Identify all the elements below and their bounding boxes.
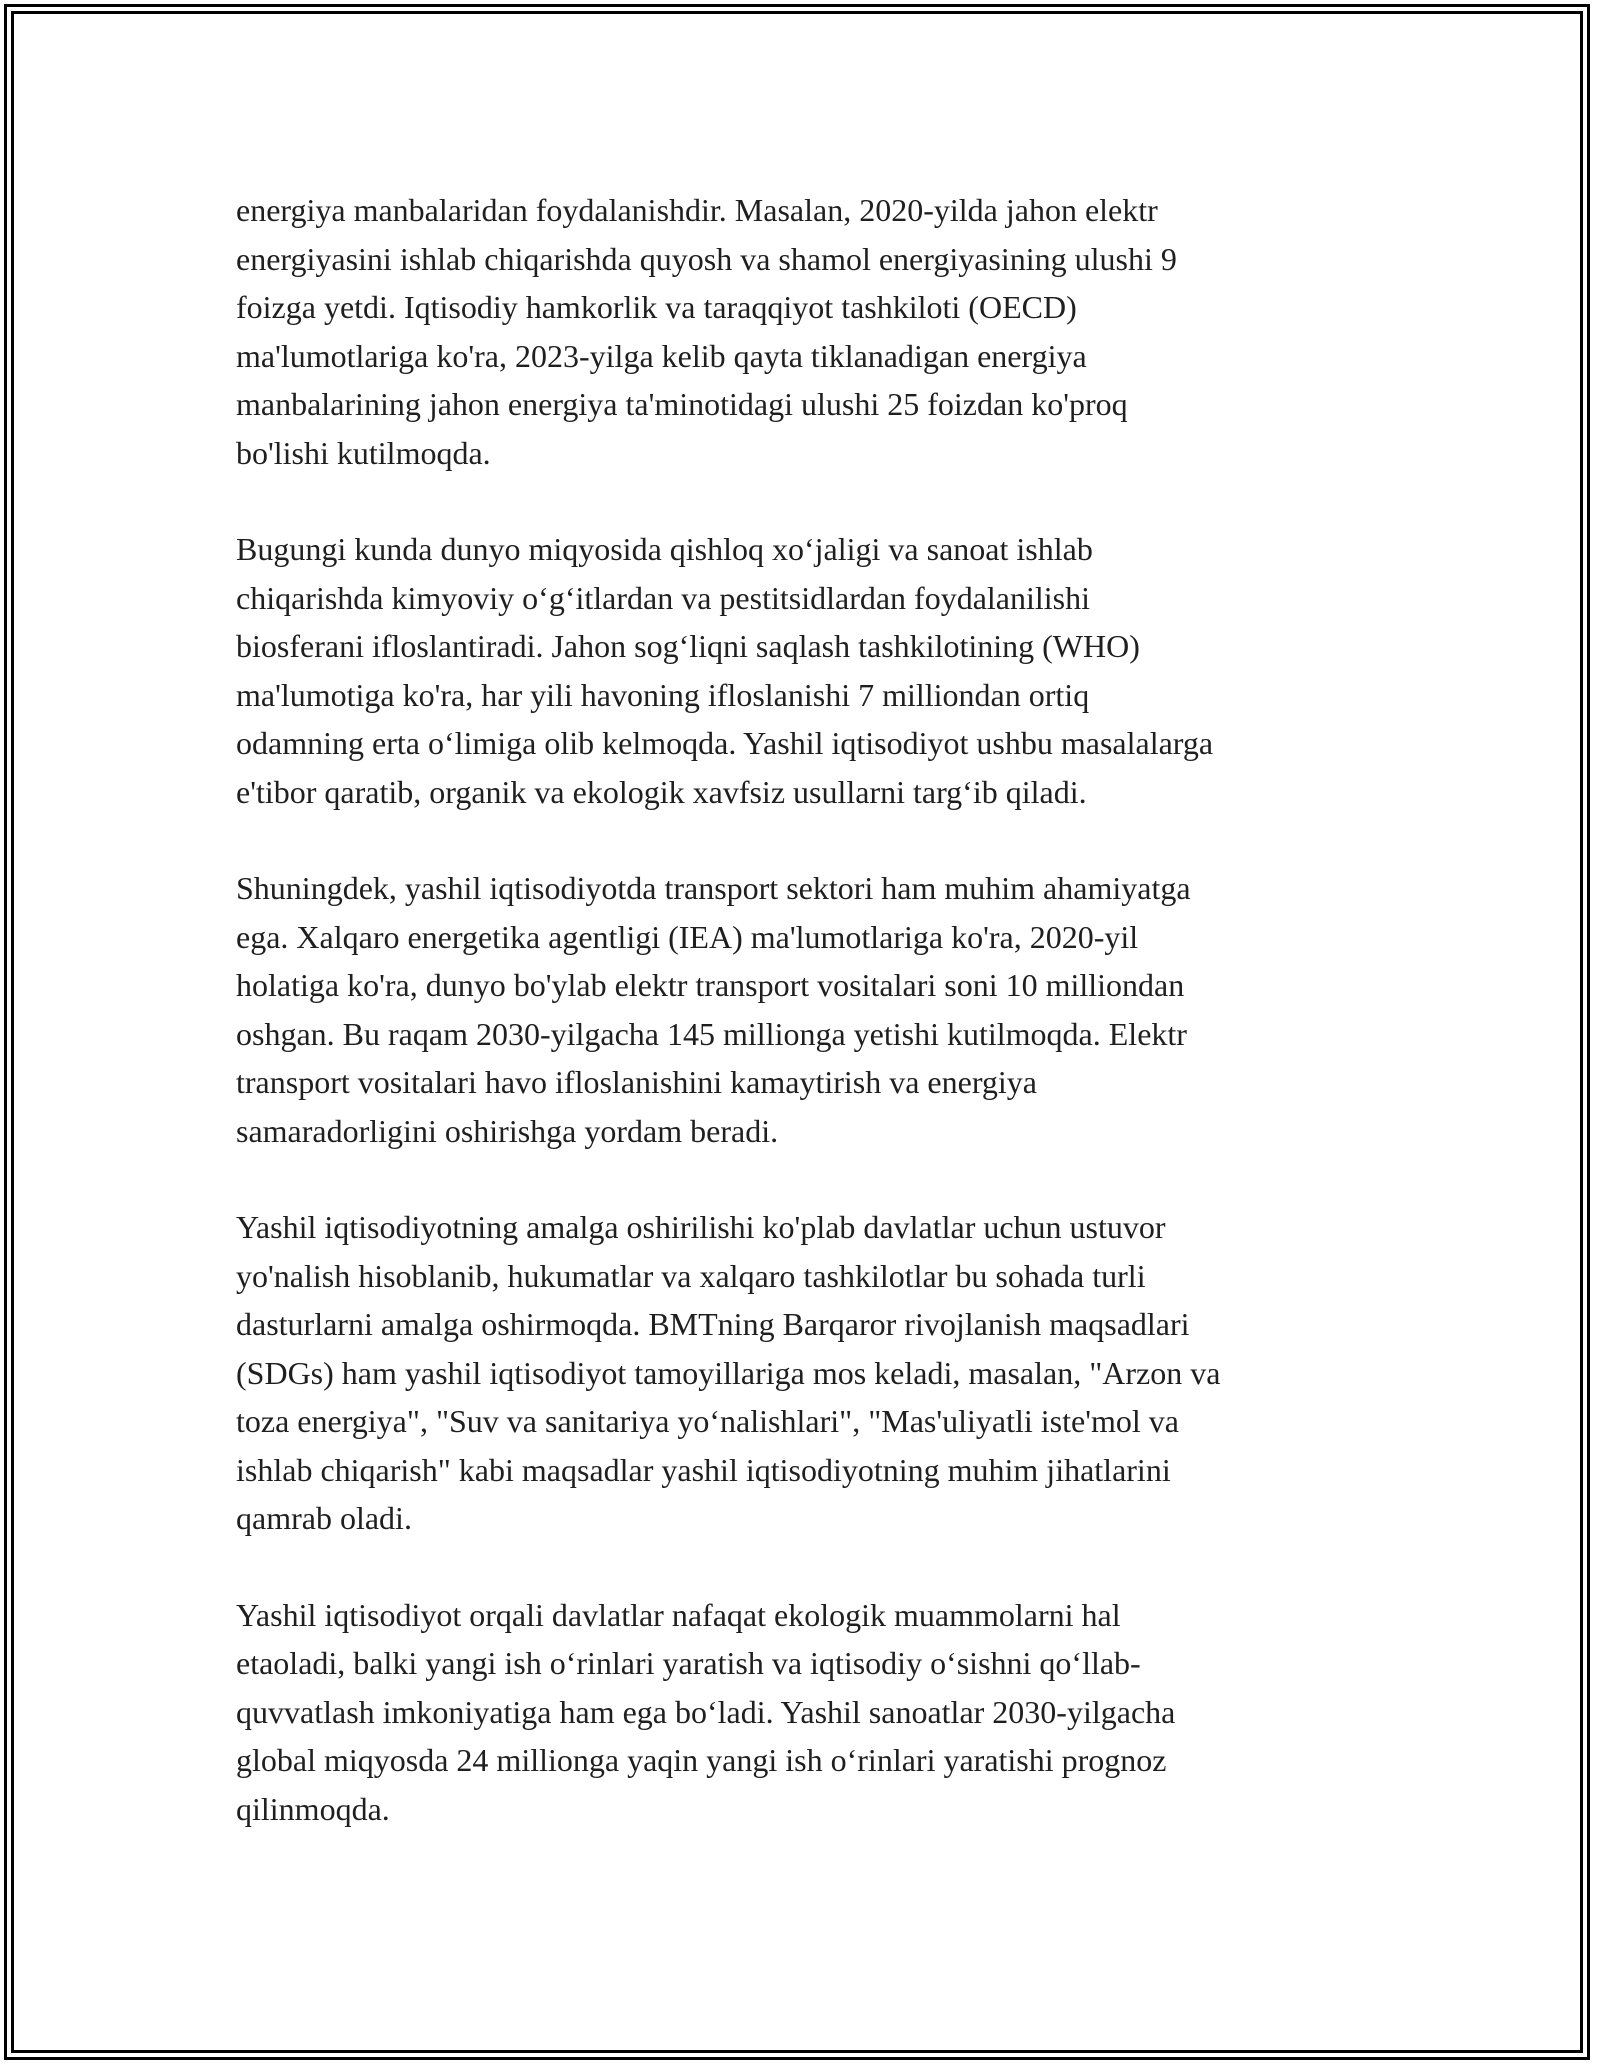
text-line: ishlab chiqarish" kabi maqsadlar yashil iqtisodiyotning muhim jihatlarini [236,1451,1171,1488]
text-line: biosferani ifloslantiradi. Jahon sog‘liqni saqlash tashkilotining (WHO) [236,628,1140,664]
text-line: foizga yetdi. Iqtisodiy hamkorlik va taraqqiyot tashkiloti (OECD) [236,289,1077,325]
text-line: qamrab oladi. [236,1500,412,1536]
text-line: (SDGs) ham yashil iqtisodiyot tamoyillariga mos keladi, masalan, "Arzon va [236,1354,1221,1391]
text-line: ma'lumotiga ko'ra, har yili havoning ifloslanishi 7 milliondan ortiq [236,676,1090,713]
text-line: toza energiya", "Suv va sanitariya yo‘nalishlari", "Mas'uliyatli iste'mol va [236,1403,1179,1439]
document-body [236,186,1386,1881]
text-line: yo'nalish hisoblanib, hukumatlar va xalqaro tashkilotlar bu sohada turli [236,1257,1146,1294]
text-line: Bugungi kunda dunyo miqyosida qishloq xo‘jaligi va sanoat ishlab [236,531,1093,567]
text-line: dasturlarni amalga oshirmoqda. BMTning Barqaror rivojlanish maqsadlari [236,1306,1190,1342]
text-line: odamning erta o‘limiga olib kelmoqda. Yashil iqtisodiyot ushbu masalalarga [236,725,1214,761]
paragraph-green-jobs [236,1591,1386,1834]
text-line: holatiga ko'ra, dunyo bo'ylab elektr transport vositalari soni 10 milliondan [236,967,1185,1003]
text-line: manbalarining jahon energiya ta'minotidagi ulushi 25 foizdan ko'proq [236,386,1128,422]
paragraph-transport [236,864,1386,1155]
text-line: energiyasini ishlab chiqarishda quyosh va shamol energiyasining ulushi 9 [236,240,1177,277]
text-line: e'tibor qaratib, organik va ekologik xavfsiz usullarni targ‘ib qiladi. [236,773,1087,810]
text-line: quvvatlash imkoniyatiga ham ega bo‘ladi. Yashil sanoatlar 2030-yilgacha [236,1693,1176,1730]
text-line: global miqyosda 24 millionga yaqin yangi ish o‘rinlari yaratishi prognoz [236,1742,1167,1778]
text-line: samaradorligini oshirishga yordam beradi. [236,1112,779,1149]
text-line: Yashil iqtisodiyot orqali davlatlar nafaqat ekologik muammolarni hal [236,1596,1121,1633]
text-line: energiya manbalaridan foydalanishdir. Masalan, 2020-yilda jahon elektr [236,192,1158,228]
text-line: Shuningdek, yashil iqtisodiyotda transport sektori ham muhim ahamiyatga [236,870,1191,906]
text-line: bo'lishi kutilmoqda. [236,434,491,471]
text-line: ega. Xalqaro energetika agentligi (IEA) ma'lumotlariga ko'ra, 2020-yil [236,918,1139,955]
paragraph-renewable-energy [236,186,1386,477]
paragraph-agriculture-pollution [236,525,1386,816]
text-line: chiqarishda kimyoviy o‘g‘itlardan va pestitsidlardan foydalanilishi [236,579,1091,616]
text-line: ma'lumotlariga ko'ra, 2023-yilga kelib qayta tiklanadigan energiya [236,337,1087,374]
text-line: transport vositalari havo ifloslanishini kamaytirish va energiya [236,1064,1037,1100]
text-line: oshgan. Bu raqam 2030-yilgacha 145 millionga yetishi kutilmoqda. Elektr [236,1015,1187,1052]
text-line: Yashil iqtisodiyotning amalga oshirilishi ko'plab davlatlar uchun ustuvor [236,1209,1166,1245]
text-line: qilinmoqda. [236,1790,390,1827]
paragraph-sdgs [236,1203,1386,1543]
text-line: etaoladi, balki yangi ish o‘rinlari yaratish va iqtisodiy o‘sishni qo‘llab- [236,1645,1141,1681]
